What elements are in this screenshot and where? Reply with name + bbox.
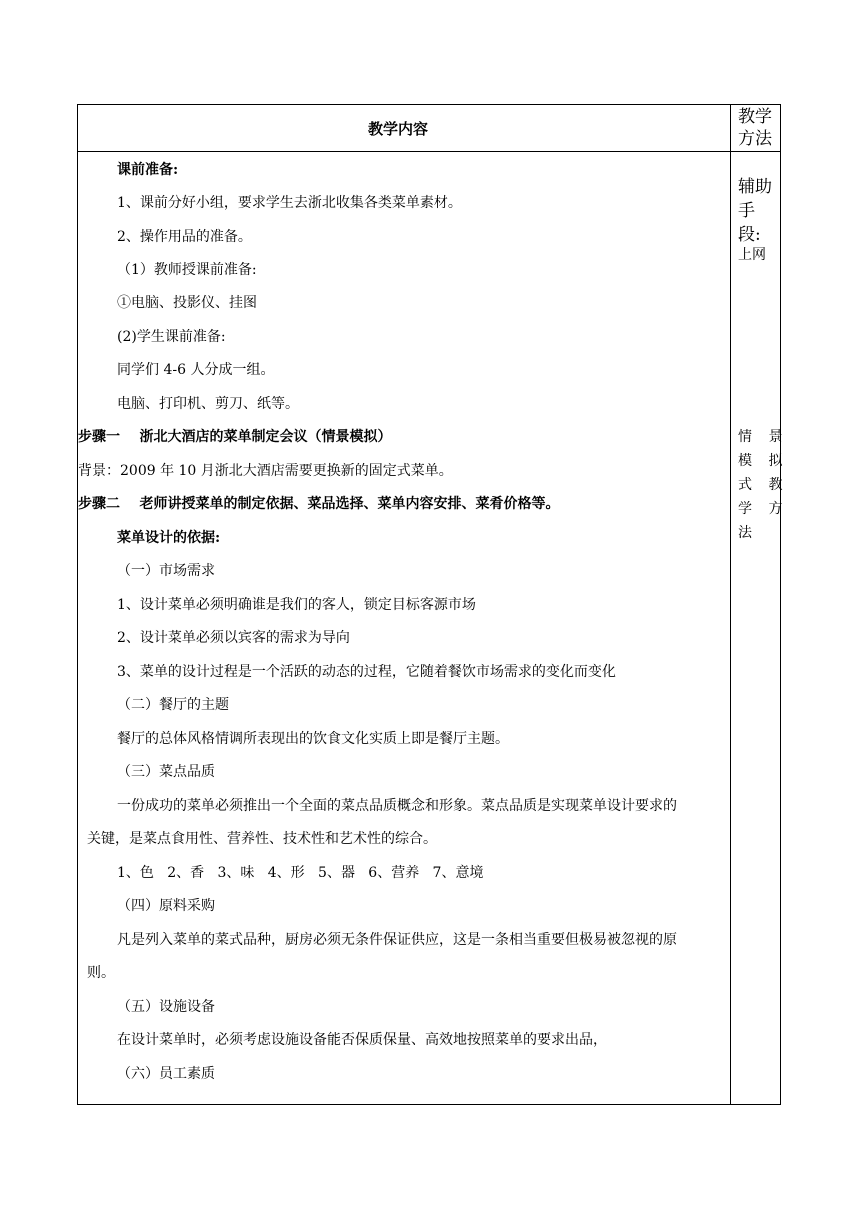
scenario-method-line1: 情 景: [738, 429, 789, 445]
method-column-header-line2: 方法: [738, 129, 772, 149]
quality-paragraph-line2: 关键，是菜点食用性、营养性、技术性和艺术性的综合。: [87, 831, 437, 847]
method-column-header-line1: 教学: [738, 107, 772, 127]
design-basis-title: 菜单设计的依据:: [117, 530, 221, 546]
facilities-paragraph: 在设计菜单时，必须考虑设施设备能否保质保量、高效地按照菜单的要求出品，: [117, 1032, 607, 1048]
quality-paragraph-line1: 一份成功的菜单必须推出一个全面的菜点品质概念和形象。菜点品质是实现菜单设计要求的: [117, 798, 677, 814]
step-one: 步骤一 浙北大酒店的菜单制定会议（情景模拟）: [78, 429, 392, 445]
content-column-header: 教学内容: [368, 120, 429, 138]
step-two: 步骤二 老师讲授菜单的制定依据、菜品选择、菜单内容安排、菜肴价格等。: [78, 496, 560, 512]
aux-means-line1: 辅助: [738, 177, 772, 197]
header-divider: [78, 151, 780, 152]
section-purchasing: （四）原料采购: [117, 898, 215, 914]
scenario-method-line2: 模 拟: [738, 453, 789, 469]
purchasing-paragraph-line1: 凡是列入菜单的菜式品种，厨房必须无条件保证供应，这是一条相当重要但极易被忽视的原: [117, 932, 677, 948]
quality-elements-list: 1、色 2、香 3、味 4、形 5、器 6、营养 7、意境: [117, 865, 484, 881]
scenario-method-line4: 学 方: [738, 501, 789, 517]
column-divider: [730, 105, 731, 1104]
market-point-3: 3、菜单的设计过程是一个活跃的动态的过程，它随着餐饮市场需求的变化而变化: [117, 664, 616, 680]
prep-item-1: 1、课前分好小组，要求学生去浙北收集各类菜单素材。: [117, 195, 462, 211]
theme-paragraph: 餐厅的总体风格情调所表现出的饮食文化实质上即是餐厅主题。: [117, 731, 509, 747]
student-prep-items: 电脑、打印机、剪刀、纸等。: [117, 396, 299, 412]
scenario-method-line5: 法: [738, 525, 758, 541]
section-restaurant-theme: （二）餐厅的主题: [117, 697, 229, 713]
student-prep-title: (2)学生课前准备:: [117, 329, 226, 345]
teacher-prep-title: （1）教师授课前准备:: [117, 262, 257, 278]
prep-item-2: 2、操作用品的准备。: [117, 229, 252, 245]
market-point-2: 2、设计菜单必须以宾客的需求为导向: [117, 630, 350, 646]
prep-title: 课前准备:: [117, 162, 179, 178]
student-group: 同学们 4-6 人分成一组。: [117, 362, 275, 378]
section-facilities: （五）设施设备: [117, 999, 215, 1015]
market-point-1: 1、设计菜单必须明确谁是我们的客人，锁定目标客源市场: [117, 597, 476, 613]
scenario-method-line3: 式 教: [738, 477, 789, 493]
teacher-prep-items: ①电脑、投影仪、挂图: [117, 295, 257, 311]
lesson-table: [77, 104, 789, 1105]
aux-means-internet: 上网: [738, 247, 766, 263]
aux-means-line2: 手: [738, 201, 755, 221]
purchasing-paragraph-line2: 则。: [87, 965, 115, 981]
section-dish-quality: （三）菜点品质: [117, 764, 215, 780]
background-note: 背景：2009 年 10 月浙北大酒店需要更换新的固定式菜单。: [78, 463, 453, 479]
section-market-demand: （一）市场需求: [117, 563, 215, 579]
aux-means-line3: 段:: [738, 225, 761, 245]
section-staff-quality: （六）员工素质: [117, 1066, 215, 1082]
